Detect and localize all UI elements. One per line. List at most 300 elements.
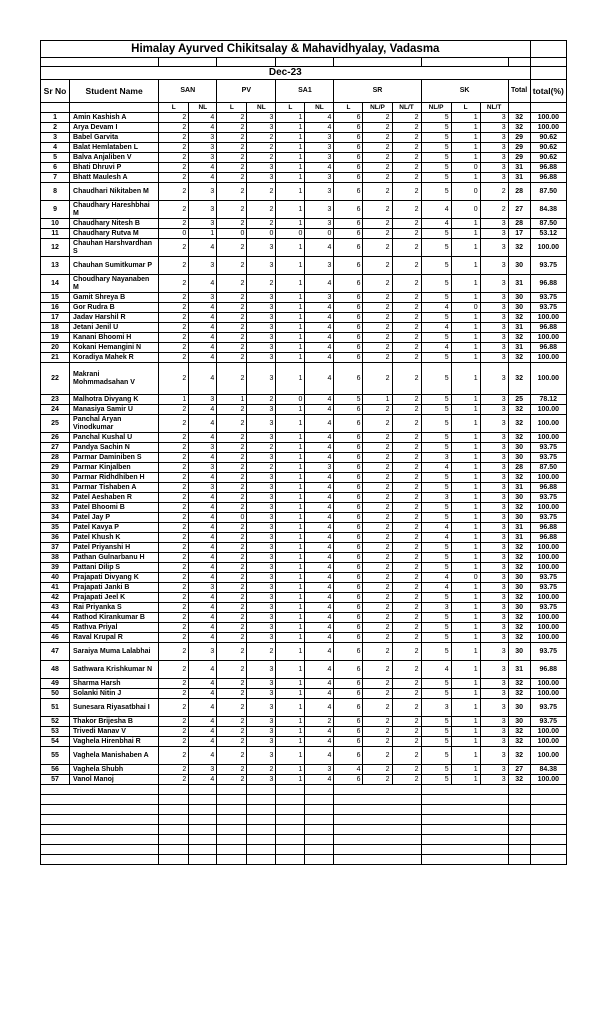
attendance-cell: 3 <box>305 201 334 219</box>
attendance-cell: 0 <box>217 229 247 239</box>
total-cell: 32 <box>508 613 530 623</box>
total-cell: 30 <box>508 303 530 313</box>
attendance-cell: 6 <box>334 343 363 353</box>
attendance-cell: 5 <box>421 415 451 433</box>
blank-cell <box>247 805 276 815</box>
attendance-cell: 2 <box>392 717 421 727</box>
attendance-cell: 2 <box>217 183 247 201</box>
attendance-cell: 1 <box>451 395 480 405</box>
attendance-cell: 2 <box>159 173 189 183</box>
attendance-cell: 4 <box>305 363 334 395</box>
attendance-cell: 4 <box>305 573 334 583</box>
attendance-cell: 2 <box>159 257 189 275</box>
attendance-cell: 3 <box>189 201 217 219</box>
attendance-cell: 6 <box>334 163 363 173</box>
attendance-cell: 6 <box>334 737 363 747</box>
serial-number: 54 <box>41 737 70 747</box>
attendance-cell: 2 <box>392 275 421 293</box>
total-cell: 30 <box>508 493 530 503</box>
attendance-cell: 3 <box>480 593 508 603</box>
attendance-cell: 5 <box>421 643 451 661</box>
attendance-cell: 1 <box>451 775 480 785</box>
attendance-cell: 3 <box>480 563 508 573</box>
attendance-cell: 5 <box>421 143 451 153</box>
student-name: Gamit Shreya B <box>70 293 159 303</box>
attendance-cell: 2 <box>217 563 247 573</box>
total-cell: 31 <box>508 533 530 543</box>
total-cell: 32 <box>508 473 530 483</box>
attendance-cell: 4 <box>305 583 334 593</box>
student-name: Vaghela Manishaben A <box>70 747 159 765</box>
attendance-cell: 4 <box>421 533 451 543</box>
attendance-cell: 2 <box>363 661 392 679</box>
attendance-cell: 0 <box>451 201 480 219</box>
blank-cell <box>276 785 305 795</box>
attendance-cell: 3 <box>189 183 217 201</box>
attendance-cell: 1 <box>276 679 305 689</box>
attendance-cell: 2 <box>159 433 189 443</box>
attendance-cell: 1 <box>451 613 480 623</box>
attendance-cell: 4 <box>189 679 217 689</box>
student-name: Amin Kashish A <box>70 113 159 123</box>
attendance-cell: 2 <box>363 633 392 643</box>
total-cell: 29 <box>508 153 530 163</box>
blank-cell <box>276 835 305 845</box>
attendance-cell: 4 <box>421 343 451 353</box>
attendance-cell: 4 <box>189 603 217 613</box>
attendance-cell: 3 <box>480 173 508 183</box>
attendance-cell: 4 <box>189 123 217 133</box>
percent-cell: 93.75 <box>530 583 566 593</box>
blank-cell <box>334 845 421 855</box>
blank-cell <box>508 785 530 795</box>
header-row <box>41 80 567 103</box>
attendance-cell: 2 <box>159 133 189 143</box>
attendance-cell: 4 <box>305 503 334 513</box>
attendance-cell: 2 <box>217 275 247 293</box>
attendance-cell: 1 <box>451 593 480 603</box>
attendance-cell: 2 <box>392 765 421 775</box>
attendance-cell: 2 <box>159 543 189 553</box>
attendance-cell: 6 <box>334 173 363 183</box>
attendance-cell: 2 <box>217 633 247 643</box>
attendance-cell: 1 <box>276 343 305 353</box>
attendance-cell: 2 <box>392 343 421 353</box>
total-cell: 27 <box>508 765 530 775</box>
attendance-cell: 2 <box>159 717 189 727</box>
blank-cell <box>41 815 159 825</box>
attendance-cell: 1 <box>451 123 480 133</box>
blank-cell <box>421 805 508 815</box>
attendance-cell: 6 <box>334 293 363 303</box>
attendance-cell: 5 <box>421 775 451 785</box>
attendance-cell: 2 <box>159 219 189 229</box>
blank-cell <box>508 815 530 825</box>
total-cell: 30 <box>508 453 530 463</box>
attendance-cell: 1 <box>451 503 480 513</box>
attendance-cell: 1 <box>276 143 305 153</box>
attendance-cell: 5 <box>421 333 451 343</box>
total-cell: 32 <box>508 353 530 363</box>
attendance-cell: 1 <box>451 343 480 353</box>
attendance-cell: 2 <box>159 573 189 583</box>
attendance-cell: 3 <box>305 153 334 163</box>
attendance-cell: 5 <box>421 563 451 573</box>
blank-cell <box>421 845 508 855</box>
attendance-cell: 3 <box>480 765 508 775</box>
blank-cell <box>217 815 247 825</box>
student-name: Thakor Brijesha B <box>70 717 159 727</box>
attendance-cell: 1 <box>451 239 480 257</box>
attendance-cell: 4 <box>189 563 217 573</box>
attendance-cell: 4 <box>305 633 334 643</box>
attendance-cell: 0 <box>451 183 480 201</box>
percent-cell: 96.88 <box>530 523 566 533</box>
attendance-cell: 3 <box>247 553 276 563</box>
attendance-cell: 2 <box>363 443 392 453</box>
percent-cell: 93.75 <box>530 643 566 661</box>
attendance-cell: 2 <box>363 679 392 689</box>
attendance-cell: 5 <box>421 353 451 363</box>
percent-cell: 93.75 <box>530 303 566 313</box>
attendance-cell: 1 <box>189 229 217 239</box>
attendance-cell: 4 <box>305 493 334 503</box>
student-name: Balva Anjaliben V <box>70 153 159 163</box>
student-name: Panchal Aryan Vinodkumar <box>70 415 159 433</box>
blank-cell <box>159 845 189 855</box>
attendance-cell: 5 <box>421 593 451 603</box>
blank-row <box>41 855 567 865</box>
subheader-cell: L <box>217 103 247 113</box>
serial-number: 5 <box>41 153 70 163</box>
sr-no-header: Sr No <box>41 80 70 103</box>
attendance-cell: 3 <box>480 603 508 613</box>
attendance-cell: 2 <box>247 219 276 229</box>
attendance-cell: 3 <box>421 699 451 717</box>
total-cell: 32 <box>508 433 530 443</box>
percent-cell: 100.00 <box>530 239 566 257</box>
total-header: Total <box>508 80 530 103</box>
attendance-cell: 2 <box>217 593 247 603</box>
attendance-cell: 3 <box>189 583 217 593</box>
percent-cell: 93.75 <box>530 699 566 717</box>
attendance-cell: 2 <box>217 699 247 717</box>
attendance-cell: 3 <box>480 343 508 353</box>
attendance-cell: 4 <box>305 699 334 717</box>
subheader-row <box>41 103 567 113</box>
attendance-cell: 2 <box>363 405 392 415</box>
total-cell: 32 <box>508 363 530 395</box>
attendance-cell: 2 <box>217 463 247 473</box>
attendance-cell: 3 <box>247 257 276 275</box>
attendance-cell: 2 <box>247 275 276 293</box>
attendance-cell: 3 <box>247 163 276 173</box>
attendance-cell: 2 <box>217 333 247 343</box>
blank-cell <box>530 835 566 845</box>
attendance-cell: 2 <box>217 623 247 633</box>
attendance-cell: 4 <box>305 395 334 405</box>
blank-row <box>41 785 567 795</box>
student-name: Rathva Priyal <box>70 623 159 633</box>
attendance-cell: 2 <box>217 113 247 123</box>
attendance-cell: 2 <box>159 293 189 303</box>
attendance-cell: 3 <box>247 623 276 633</box>
attendance-cell: 6 <box>334 323 363 333</box>
attendance-cell: 6 <box>334 727 363 737</box>
percent-cell: 93.75 <box>530 257 566 275</box>
attendance-cell: 6 <box>334 201 363 219</box>
attendance-cell: 1 <box>217 395 247 405</box>
attendance-cell: 2 <box>363 463 392 473</box>
blank-cell <box>334 835 421 845</box>
attendance-cell: 2 <box>247 143 276 153</box>
attendance-cell: 6 <box>334 623 363 633</box>
attendance-cell: 1 <box>276 533 305 543</box>
blank-cell <box>305 795 334 805</box>
blank-cell <box>159 795 189 805</box>
attendance-cell: 4 <box>305 333 334 343</box>
attendance-cell: 4 <box>421 463 451 473</box>
attendance-cell: 3 <box>247 405 276 415</box>
attendance-cell: 3 <box>480 153 508 163</box>
attendance-cell: 3 <box>305 143 334 153</box>
attendance-cell: 4 <box>421 661 451 679</box>
attendance-cell: 3 <box>247 573 276 583</box>
attendance-cell: 2 <box>392 533 421 543</box>
attendance-cell: 4 <box>305 443 334 453</box>
attendance-cell: 2 <box>392 415 421 433</box>
total-cell: 31 <box>508 523 530 533</box>
attendance-cell: 1 <box>276 775 305 785</box>
blank-cell <box>530 845 566 855</box>
attendance-cell: 2 <box>392 473 421 483</box>
student-name: Malhotra Divyang K <box>70 395 159 405</box>
attendance-cell: 2 <box>159 323 189 333</box>
attendance-cell: 1 <box>276 405 305 415</box>
attendance-cell: 2 <box>217 293 247 303</box>
blank-cell <box>530 825 566 835</box>
attendance-cell: 3 <box>189 153 217 163</box>
attendance-cell: 2 <box>363 201 392 219</box>
attendance-cell: 2 <box>392 123 421 133</box>
student-row <box>41 363 567 395</box>
student-row <box>41 333 567 343</box>
subheader-cell: NL <box>247 103 276 113</box>
student-row <box>41 563 567 573</box>
percent-cell: 96.88 <box>530 483 566 493</box>
attendance-cell: 4 <box>305 343 334 353</box>
attendance-cell: 5 <box>421 433 451 443</box>
attendance-cell: 3 <box>421 603 451 613</box>
percent-cell: 100.00 <box>530 123 566 133</box>
attendance-cell: 3 <box>247 303 276 313</box>
attendance-cell: 2 <box>217 543 247 553</box>
blank-cell <box>189 795 217 805</box>
student-row <box>41 433 567 443</box>
serial-number: 51 <box>41 699 70 717</box>
subheader-cell: NL/P <box>421 103 451 113</box>
percent-cell: 90.62 <box>530 143 566 153</box>
student-row <box>41 173 567 183</box>
student-row <box>41 513 567 523</box>
attendance-cell: 5 <box>421 483 451 493</box>
attendance-cell: 5 <box>421 363 451 395</box>
attendance-cell: 4 <box>189 613 217 623</box>
attendance-cell: 1 <box>451 747 480 765</box>
attendance-cell: 1 <box>276 643 305 661</box>
serial-number: 9 <box>41 201 70 219</box>
blank-cell <box>530 795 566 805</box>
attendance-cell: 3 <box>189 293 217 303</box>
institution-title: Himalay Ayurved Chikitsalay & Mahavidhyalay, Vadasma <box>41 41 531 58</box>
blank-cell <box>421 785 508 795</box>
percent-cell: 93.75 <box>530 493 566 503</box>
blank-cell <box>508 855 530 865</box>
attendance-cell: 1 <box>276 623 305 633</box>
attendance-cell: 5 <box>421 513 451 523</box>
attendance-cell: 4 <box>305 775 334 785</box>
attendance-cell: 1 <box>451 633 480 643</box>
attendance-cell: 2 <box>392 313 421 323</box>
total-cell: 17 <box>508 229 530 239</box>
attendance-cell: 4 <box>421 219 451 229</box>
serial-number: 34 <box>41 513 70 523</box>
attendance-cell: 3 <box>421 493 451 503</box>
attendance-cell: 4 <box>189 513 217 523</box>
blank-cell <box>159 785 189 795</box>
attendance-cell: 1 <box>276 201 305 219</box>
student-name: Saraiya Muma Lalabhai <box>70 643 159 661</box>
attendance-cell: 5 <box>421 543 451 553</box>
attendance-cell: 4 <box>305 239 334 257</box>
attendance-cell: 0 <box>159 229 189 239</box>
attendance-cell: 2 <box>363 775 392 785</box>
percent-cell: 100.00 <box>530 623 566 633</box>
student-name: Bhatt Maulesh A <box>70 173 159 183</box>
blank-cell <box>217 855 247 865</box>
total-cell: 32 <box>508 727 530 737</box>
serial-number: 23 <box>41 395 70 405</box>
percent-cell: 100.00 <box>530 727 566 737</box>
attendance-cell: 2 <box>363 313 392 323</box>
attendance-cell: 4 <box>305 473 334 483</box>
attendance-cell: 2 <box>217 643 247 661</box>
serial-number: 21 <box>41 353 70 363</box>
attendance-cell: 3 <box>480 453 508 463</box>
attendance-cell: 2 <box>217 533 247 543</box>
blank-cell <box>421 795 508 805</box>
student-name: Prajapati Divyang K <box>70 573 159 583</box>
attendance-cell: 3 <box>247 493 276 503</box>
attendance-cell: 2 <box>217 613 247 623</box>
attendance-cell: 3 <box>305 173 334 183</box>
blank-cell <box>247 795 276 805</box>
attendance-cell: 2 <box>392 363 421 395</box>
percent-cell: 100.00 <box>530 613 566 623</box>
attendance-cell: 2 <box>217 123 247 133</box>
blank-cell <box>334 805 421 815</box>
attendance-cell: 1 <box>451 623 480 633</box>
attendance-cell: 1 <box>451 463 480 473</box>
attendance-cell: 2 <box>159 513 189 523</box>
attendance-cell: 1 <box>451 313 480 323</box>
total-cell: 32 <box>508 679 530 689</box>
attendance-cell: 1 <box>276 443 305 453</box>
attendance-cell: 2 <box>159 239 189 257</box>
san-header: SAN <box>159 80 217 103</box>
attendance-cell: 1 <box>451 133 480 143</box>
attendance-cell: 6 <box>334 303 363 313</box>
attendance-cell: 1 <box>276 363 305 395</box>
total-cell: 32 <box>508 123 530 133</box>
attendance-cell: 2 <box>392 513 421 523</box>
attendance-cell: 2 <box>363 603 392 613</box>
serial-number: 11 <box>41 229 70 239</box>
attendance-cell: 3 <box>247 747 276 765</box>
attendance-cell: 6 <box>334 553 363 563</box>
student-row <box>41 679 567 689</box>
total-cell: 32 <box>508 543 530 553</box>
attendance-cell: 2 <box>159 747 189 765</box>
attendance-cell: 1 <box>451 553 480 563</box>
attendance-cell: 2 <box>363 583 392 593</box>
student-name: Sathwara Krishkumar N <box>70 661 159 679</box>
student-row <box>41 747 567 765</box>
attendance-cell: 1 <box>451 229 480 239</box>
serial-number: 4 <box>41 143 70 153</box>
attendance-cell: 4 <box>189 363 217 395</box>
attendance-cell: 3 <box>247 533 276 543</box>
attendance-cell: 3 <box>480 313 508 323</box>
attendance-cell: 6 <box>334 443 363 453</box>
total-cell: 30 <box>508 513 530 523</box>
serial-number: 15 <box>41 293 70 303</box>
attendance-cell: 4 <box>305 523 334 533</box>
student-name: Jadav Harshil R <box>70 313 159 323</box>
attendance-cell: 2 <box>363 303 392 313</box>
percent-cell: 100.00 <box>530 775 566 785</box>
attendance-cell: 2 <box>363 523 392 533</box>
attendance-cell: 1 <box>276 239 305 257</box>
subheader-cell: L <box>334 103 363 113</box>
attendance-cell: 5 <box>421 275 451 293</box>
attendance-cell: 0 <box>276 229 305 239</box>
student-row <box>41 183 567 201</box>
attendance-cell: 2 <box>159 201 189 219</box>
pv-header: PV <box>217 80 276 103</box>
percent-cell: 90.62 <box>530 133 566 143</box>
percent-cell: 90.62 <box>530 153 566 163</box>
attendance-cell: 3 <box>480 219 508 229</box>
attendance-cell: 3 <box>247 113 276 123</box>
blank-cell <box>276 815 305 825</box>
blank-cell <box>217 845 247 855</box>
attendance-cell: 3 <box>480 775 508 785</box>
attendance-cell: 2 <box>217 523 247 533</box>
attendance-cell: 4 <box>189 737 217 747</box>
total-cell: 27 <box>508 201 530 219</box>
attendance-cell: 3 <box>480 573 508 583</box>
attendance-cell: 6 <box>334 643 363 661</box>
student-row <box>41 583 567 593</box>
serial-number: 55 <box>41 747 70 765</box>
attendance-cell: 6 <box>334 633 363 643</box>
attendance-cell: 5 <box>421 113 451 123</box>
attendance-cell: 3 <box>305 219 334 229</box>
attendance-cell: 2 <box>159 661 189 679</box>
percent-cell: 100.00 <box>530 433 566 443</box>
blank-cell <box>305 845 334 855</box>
